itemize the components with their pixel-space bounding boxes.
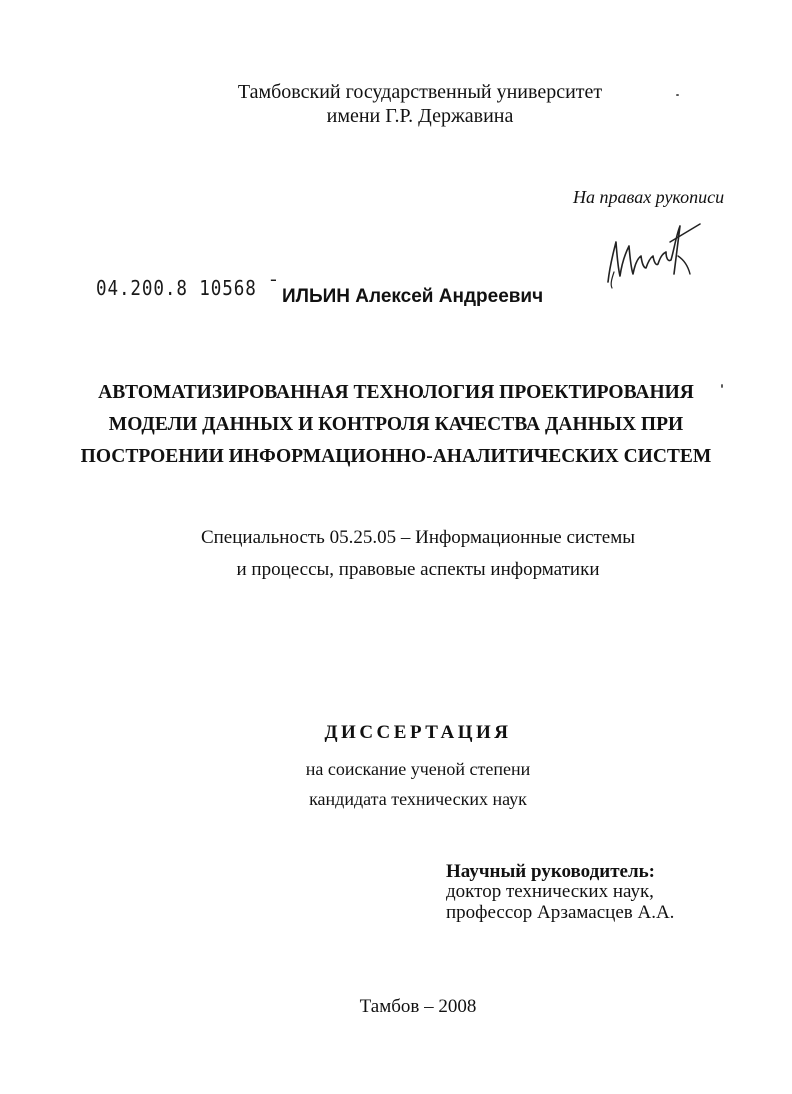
university-name: Тамбовский государственный университет [237,81,603,103]
manuscript-rights-note: На правах рукописи [573,187,725,207]
dissertation-title-line-2: МОДЕЛИ ДАННЫХ И КОНТРОЛЯ КАЧЕСТВА ДАННЫХ ПРИ [108,414,684,435]
city-year: Тамбов – 2008 [359,996,477,1017]
supervisor-label: Научный руководитель: [446,861,655,882]
specialty-line-2: и процессы, правовые аспекты информатики [236,559,600,580]
dissertation-heading: ДИССЕРТАЦИЯ [324,722,512,743]
supervisor-degree: доктор технических наук, [446,881,654,902]
scan-speck [676,94,679,96]
specialty-line-1: Специальность 05.25.05 – Информационные системы [200,527,636,548]
author-name: ИЛЬИН Алексей Андреевич [282,286,544,307]
registration-number-stamp [96,276,280,300]
degree-name: кандидата технических наук [309,789,527,809]
university-name-dedication: имени Г.Р. Державина [326,105,514,127]
author-signature [600,212,710,292]
degree-purpose: на соискание ученой степени [305,759,531,779]
dissertation-title-line-3: ПОСТРОЕНИИ ИНФОРМАЦИОННО-АНАЛИТИЧЕСКИХ СИСТЕМ [80,446,712,467]
dissertation-title-line-1: АВТОМАТИЗИРОВАННАЯ ТЕХНОЛОГИЯ ПРОЕКТИРОВАНИЯ [98,382,694,403]
stamp-mark-icon: ˉ [268,276,280,300]
registration-number: 04.200.8 10568 [96,276,257,300]
supervisor-name: профессор Арзамасцев А.А. [446,902,675,923]
